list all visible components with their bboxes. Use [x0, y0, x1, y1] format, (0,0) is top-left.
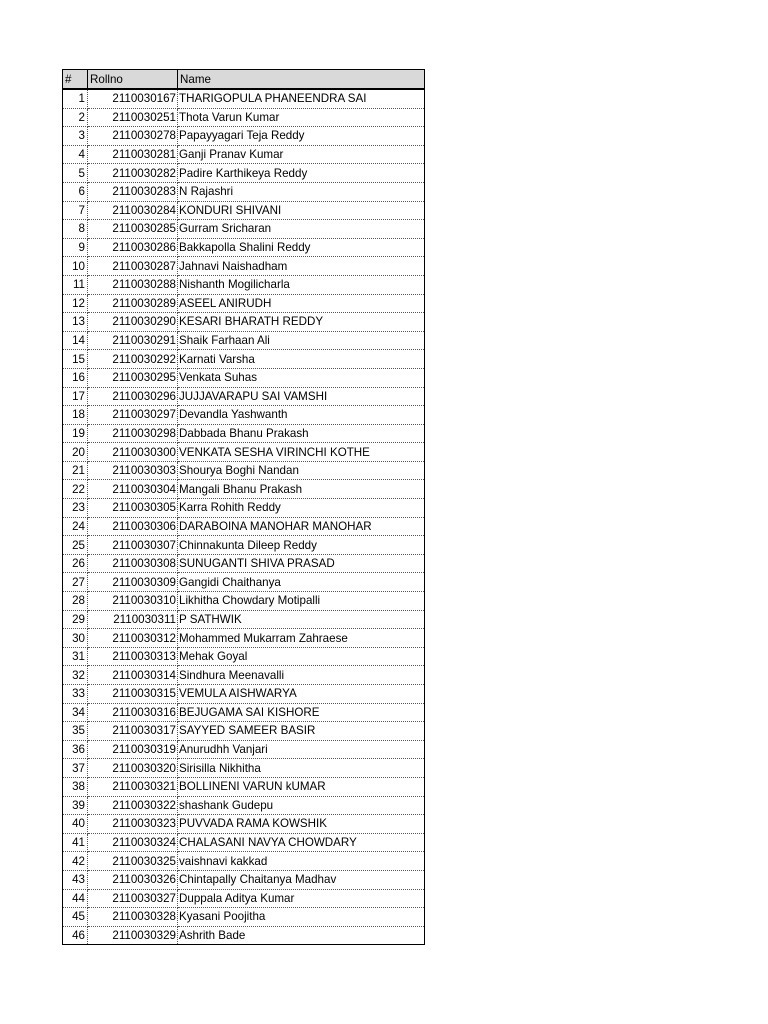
table-row [63, 759, 425, 778]
name-cell: Ganji Pranav Kumar [178, 145, 425, 164]
row-number-cell: 8 [63, 220, 88, 239]
table-row [63, 685, 425, 704]
name-cell: Mangali Bhanu Prakash [178, 480, 425, 499]
table-row [63, 313, 425, 332]
rollno-cell: 2110030315 [88, 685, 178, 704]
name-cell: Chintapally Chaitanya Madhav [178, 870, 425, 889]
rollno-cell: 2110030326 [88, 870, 178, 889]
rollno-cell: 2110030283 [88, 182, 178, 201]
table-row [63, 908, 425, 927]
row-number-cell: 44 [63, 889, 88, 908]
table-body [63, 89, 425, 945]
table-row [63, 443, 425, 462]
table-row [63, 461, 425, 480]
name-cell: Anurudhh Vanjari [178, 740, 425, 759]
row-number-cell: 31 [63, 647, 88, 666]
name-cell: Sirisilla Nikhitha [178, 759, 425, 778]
row-number-cell: 9 [63, 238, 88, 257]
name-cell: Shaik Farhaan Ali [178, 331, 425, 350]
name-cell: Devandla Yashwanth [178, 406, 425, 425]
rollno-cell: 2110030288 [88, 275, 178, 294]
row-number-cell: 21 [63, 461, 88, 480]
rollno-cell: 2110030287 [88, 257, 178, 276]
name-cell: Sindhura Meenavalli [178, 666, 425, 685]
name-cell: VENKATA SESHA VIRINCHI KOTHE [178, 443, 425, 462]
name-cell: THARIGOPULA PHANEENDRA SAI [178, 89, 425, 108]
rollno-cell: 2110030284 [88, 201, 178, 220]
row-number-cell: 29 [63, 610, 88, 629]
rollno-cell: 2110030282 [88, 164, 178, 183]
rollno-cell: 2110030286 [88, 238, 178, 257]
name-cell: Mehak Goyal [178, 647, 425, 666]
name-cell: Ashrith Bade [178, 926, 425, 945]
rollno-cell: 2110030313 [88, 647, 178, 666]
row-number-cell: 36 [63, 740, 88, 759]
row-number-cell: 46 [63, 926, 88, 945]
table-row [63, 238, 425, 257]
name-cell: KONDURI SHIVANI [178, 201, 425, 220]
table-row [63, 499, 425, 518]
row-number-cell: 25 [63, 536, 88, 555]
row-number-cell: 11 [63, 275, 88, 294]
name-cell: shashank Gudepu [178, 796, 425, 815]
name-cell: Gurram Sricharan [178, 220, 425, 239]
table-row [63, 629, 425, 648]
table-row [63, 145, 425, 164]
name-cell: Thota Varun Kumar [178, 108, 425, 127]
table-row [63, 164, 425, 183]
name-cell: Bakkapolla Shalini Reddy [178, 238, 425, 257]
rollno-cell: 2110030319 [88, 740, 178, 759]
rollno-cell: 2110030328 [88, 908, 178, 927]
rollno-cell: 2110030324 [88, 833, 178, 852]
row-number-cell: 12 [63, 294, 88, 313]
row-number-cell: 30 [63, 629, 88, 648]
row-number-cell: 17 [63, 387, 88, 406]
row-number-cell: 13 [63, 313, 88, 332]
table-row [63, 275, 425, 294]
table-row [63, 127, 425, 146]
name-cell: CHALASANI NAVYA CHOWDARY [178, 833, 425, 852]
rollno-cell: 2110030320 [88, 759, 178, 778]
row-number-cell: 33 [63, 685, 88, 704]
name-cell: SUNUGANTI SHIVA PRASAD [178, 554, 425, 573]
rollno-cell: 2110030304 [88, 480, 178, 499]
header-name: Name [178, 70, 425, 90]
rollno-cell: 2110030310 [88, 592, 178, 611]
table-row [63, 777, 425, 796]
table-row [63, 424, 425, 443]
table-row [63, 480, 425, 499]
table-row [63, 703, 425, 722]
table-row [63, 536, 425, 555]
row-number-cell: 42 [63, 852, 88, 871]
name-cell: P SATHWIK [178, 610, 425, 629]
name-cell: VEMULA AISHWARYA [178, 685, 425, 704]
row-number-cell: 40 [63, 815, 88, 834]
rollno-cell: 2110030290 [88, 313, 178, 332]
name-cell: Venkata Suhas [178, 368, 425, 387]
rollno-cell: 2110030311 [88, 610, 178, 629]
table-row [63, 833, 425, 852]
rollno-cell: 2110030296 [88, 387, 178, 406]
row-number-cell: 10 [63, 257, 88, 276]
table-row [63, 201, 425, 220]
rollno-cell: 2110030323 [88, 815, 178, 834]
name-cell: vaishnavi kakkad [178, 852, 425, 871]
row-number-cell: 2 [63, 108, 88, 127]
table-row [63, 666, 425, 685]
rollno-cell: 2110030329 [88, 926, 178, 945]
name-cell: JUJJAVARAPU SAI VAMSHI [178, 387, 425, 406]
name-cell: Likhitha Chowdary Motipalli [178, 592, 425, 611]
rollno-cell: 2110030325 [88, 852, 178, 871]
rollno-cell: 2110030297 [88, 406, 178, 425]
name-cell: Nishanth Mogilicharla [178, 275, 425, 294]
table-row [63, 889, 425, 908]
table-row [63, 517, 425, 536]
name-cell: ASEEL ANIRUDH [178, 294, 425, 313]
rollno-cell: 2110030322 [88, 796, 178, 815]
row-number-cell: 4 [63, 145, 88, 164]
table-row [63, 257, 425, 276]
name-cell: N Rajashri [178, 182, 425, 201]
table-row [63, 852, 425, 871]
name-cell: Chinnakunta Dileep Reddy [178, 536, 425, 555]
rollno-cell: 2110030317 [88, 722, 178, 741]
name-cell: BOLLINENI VARUN kUMAR [178, 777, 425, 796]
name-cell: Papayyagari Teja Reddy [178, 127, 425, 146]
name-cell: Gangidi Chaithanya [178, 573, 425, 592]
name-cell: Kyasani Poojitha [178, 908, 425, 927]
row-number-cell: 1 [63, 89, 88, 108]
header-row [63, 70, 425, 90]
table-row [63, 592, 425, 611]
table-row [63, 815, 425, 834]
row-number-cell: 18 [63, 406, 88, 425]
rollno-cell: 2110030298 [88, 424, 178, 443]
table-row [63, 182, 425, 201]
row-number-cell: 14 [63, 331, 88, 350]
rollno-cell: 2110030306 [88, 517, 178, 536]
table-row [63, 331, 425, 350]
rollno-cell: 2110030308 [88, 554, 178, 573]
name-cell: Dabbada Bhanu Prakash [178, 424, 425, 443]
rollno-cell: 2110030314 [88, 666, 178, 685]
row-number-cell: 37 [63, 759, 88, 778]
rollno-cell: 2110030312 [88, 629, 178, 648]
rollno-cell: 2110030278 [88, 127, 178, 146]
rollno-cell: 2110030303 [88, 461, 178, 480]
name-cell: PUVVADA RAMA KOWSHIK [178, 815, 425, 834]
row-number-cell: 43 [63, 870, 88, 889]
rollno-cell: 2110030251 [88, 108, 178, 127]
table-row [63, 108, 425, 127]
table-row [63, 368, 425, 387]
row-number-cell: 7 [63, 201, 88, 220]
table-row [63, 722, 425, 741]
row-number-cell: 23 [63, 499, 88, 518]
name-cell: Shourya Boghi Nandan [178, 461, 425, 480]
row-number-cell: 6 [63, 182, 88, 201]
rollno-cell: 2110030291 [88, 331, 178, 350]
table-row [63, 610, 425, 629]
name-cell: Mohammed Mukarram Zahraese [178, 629, 425, 648]
table-row [63, 926, 425, 945]
rollno-cell: 2110030289 [88, 294, 178, 313]
row-number-cell: 41 [63, 833, 88, 852]
rollno-cell: 2110030295 [88, 368, 178, 387]
name-cell: Karnati Varsha [178, 350, 425, 369]
table-row [63, 554, 425, 573]
table-row [63, 294, 425, 313]
row-number-cell: 45 [63, 908, 88, 927]
name-cell: DARABOINA MANOHAR MANOHAR [178, 517, 425, 536]
rollno-cell: 2110030307 [88, 536, 178, 555]
table-row [63, 406, 425, 425]
table-row [63, 870, 425, 889]
row-number-cell: 19 [63, 424, 88, 443]
row-number-cell: 16 [63, 368, 88, 387]
table-row [63, 89, 425, 108]
header-number: # [63, 70, 88, 90]
row-number-cell: 3 [63, 127, 88, 146]
rollno-cell: 2110030309 [88, 573, 178, 592]
row-number-cell: 26 [63, 554, 88, 573]
table-row [63, 796, 425, 815]
header-rollno: Rollno [88, 70, 178, 90]
row-number-cell: 15 [63, 350, 88, 369]
row-number-cell: 32 [63, 666, 88, 685]
row-number-cell: 35 [63, 722, 88, 741]
table-row [63, 740, 425, 759]
row-number-cell: 5 [63, 164, 88, 183]
rollno-cell: 2110030292 [88, 350, 178, 369]
row-number-cell: 34 [63, 703, 88, 722]
rollno-cell: 2110030167 [88, 89, 178, 108]
row-number-cell: 28 [63, 592, 88, 611]
student-roll-table [62, 69, 425, 945]
row-number-cell: 38 [63, 777, 88, 796]
row-number-cell: 27 [63, 573, 88, 592]
name-cell: Karra Rohith Reddy [178, 499, 425, 518]
name-cell: Padire Karthikeya Reddy [178, 164, 425, 183]
table-row [63, 350, 425, 369]
table-row [63, 220, 425, 239]
row-number-cell: 39 [63, 796, 88, 815]
name-cell: Duppala Aditya Kumar [178, 889, 425, 908]
rollno-cell: 2110030316 [88, 703, 178, 722]
row-number-cell: 22 [63, 480, 88, 499]
name-cell: SAYYED SAMEER BASIR [178, 722, 425, 741]
table-row [63, 387, 425, 406]
rollno-cell: 2110030285 [88, 220, 178, 239]
rollno-cell: 2110030327 [88, 889, 178, 908]
rollno-cell: 2110030305 [88, 499, 178, 518]
row-number-cell: 20 [63, 443, 88, 462]
row-number-cell: 24 [63, 517, 88, 536]
table-row [63, 573, 425, 592]
rollno-cell: 2110030281 [88, 145, 178, 164]
rollno-cell: 2110030321 [88, 777, 178, 796]
name-cell: BEJUGAMA SAI KISHORE [178, 703, 425, 722]
name-cell: Jahnavi Naishadham [178, 257, 425, 276]
name-cell: KESARI BHARATH REDDY [178, 313, 425, 332]
table-row [63, 647, 425, 666]
rollno-cell: 2110030300 [88, 443, 178, 462]
